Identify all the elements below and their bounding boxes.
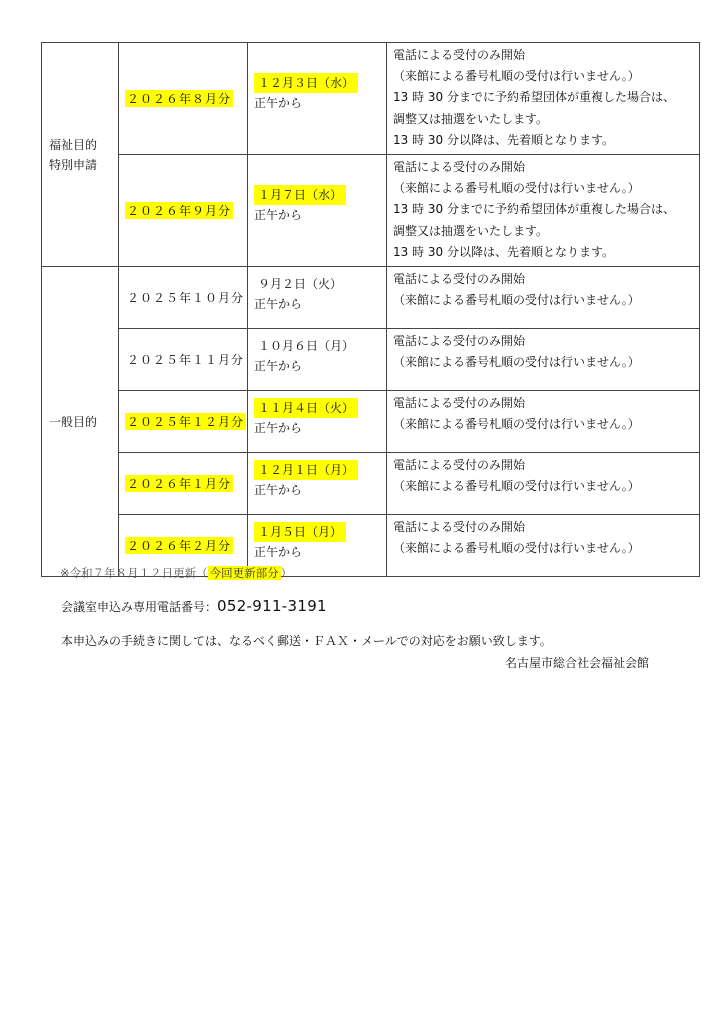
note-line: （来館による番号札順の受付は行いません。） bbox=[393, 417, 640, 432]
start-date: １１月４日（火） bbox=[254, 398, 358, 418]
date-cell bbox=[248, 329, 387, 391]
month-label: ２０２５年１２月分 bbox=[127, 415, 245, 429]
category-welfare-line2: 特別申請 bbox=[49, 157, 98, 172]
month-label: ２０２６年９月分 bbox=[127, 204, 232, 218]
note-line: （来館による番号札順の受付は行いません。） bbox=[393, 541, 640, 556]
table-row bbox=[42, 267, 700, 329]
phone-line bbox=[61, 597, 327, 615]
start-date: ９月２日（火） bbox=[258, 276, 343, 291]
month-label: ２０２５年１０月分 bbox=[127, 291, 245, 305]
note-line: （来館による番号札順の受付は行いません。） bbox=[393, 69, 640, 84]
table-row bbox=[42, 155, 700, 267]
note-line: （来館による番号札順の受付は行いません。） bbox=[393, 181, 640, 196]
update-note-prefix: ※令和７年８月１２日更新（ bbox=[60, 566, 208, 580]
request-text: 本申込みの手続きに関しては、なるべく郵送・ＦＡＸ・メールでの対応をお願い致します。 bbox=[61, 634, 552, 648]
note-line: 電話による受付のみ開始 bbox=[393, 48, 526, 62]
phone-label: 会議室申込み専用電話番号： bbox=[61, 600, 218, 614]
table-row bbox=[42, 391, 700, 453]
start-time: 正午から bbox=[254, 95, 303, 110]
notes-cell bbox=[387, 453, 700, 515]
start-time: 正午から bbox=[254, 482, 303, 497]
start-date: １２月３日（水） bbox=[254, 73, 358, 93]
month-label: ２０２６年８月分 bbox=[127, 92, 232, 106]
date-cell bbox=[248, 155, 387, 267]
date-cell bbox=[248, 391, 387, 453]
category-general-cell bbox=[42, 267, 119, 577]
start-date: １月５日（月） bbox=[254, 522, 346, 542]
table-row bbox=[42, 453, 700, 515]
start-date: １月７日（水） bbox=[254, 185, 346, 205]
month-label: ２０２６年１月分 bbox=[127, 477, 232, 491]
note-line: 電話による受付のみ開始 bbox=[393, 520, 526, 534]
start-date: １０月６日（月） bbox=[258, 338, 355, 353]
month-label: ２０２５年１１月分 bbox=[127, 353, 245, 367]
month-cell bbox=[119, 267, 248, 329]
notes-cell bbox=[387, 155, 700, 267]
note-line: 13 時 30 分までに予約希望団体が重複した場合は、 bbox=[393, 202, 675, 217]
notes-cell bbox=[387, 267, 700, 329]
note-line: （来館による番号札順の受付は行いません。） bbox=[393, 355, 640, 370]
reservation-schedule-table bbox=[41, 42, 700, 577]
note-line: 調整又は抽選をいたします。 bbox=[393, 111, 549, 126]
month-cell bbox=[119, 453, 248, 515]
update-note bbox=[60, 565, 292, 581]
note-line: 電話による受付のみ開始 bbox=[393, 396, 526, 410]
update-note-suffix: ） bbox=[280, 566, 293, 580]
note-line: 13 時 30 分までに予約希望団体が重複した場合は、 bbox=[393, 90, 675, 105]
date-cell bbox=[248, 267, 387, 329]
notes-cell bbox=[387, 391, 700, 453]
start-date: １２月１日（月） bbox=[254, 460, 358, 480]
month-cell bbox=[119, 391, 248, 453]
organization-name: 名古屋市総合社会福祉会館 bbox=[505, 656, 650, 670]
start-time: 正午から bbox=[254, 207, 303, 222]
month-cell bbox=[119, 43, 248, 155]
start-time: 正午から bbox=[254, 296, 303, 311]
note-line: 電話による受付のみ開始 bbox=[393, 458, 526, 472]
month-cell bbox=[119, 155, 248, 267]
date-cell bbox=[248, 453, 387, 515]
category-general-label: 一般目的 bbox=[49, 414, 98, 429]
note-line: 電話による受付のみ開始 bbox=[393, 160, 526, 174]
note-line: 13 時 30 分以降は、先着順となります。 bbox=[393, 244, 615, 259]
phone-number: 052-911-3191 bbox=[217, 597, 327, 615]
note-line: （来館による番号札順の受付は行いません。） bbox=[393, 293, 640, 308]
note-line: （来館による番号札順の受付は行いません。） bbox=[393, 479, 640, 494]
note-line: 電話による受付のみ開始 bbox=[393, 334, 526, 348]
start-time: 正午から bbox=[254, 358, 303, 373]
category-welfare-cell bbox=[42, 43, 119, 267]
table-row bbox=[42, 43, 700, 155]
note-line: 13 時 30 分以降は、先着順となります。 bbox=[393, 132, 615, 147]
date-cell bbox=[248, 43, 387, 155]
table-row bbox=[42, 329, 700, 391]
note-line: 調整又は抽選をいたします。 bbox=[393, 223, 549, 238]
update-highlight-label: 今回更新部分 bbox=[209, 566, 279, 580]
note-line: 電話による受付のみ開始 bbox=[393, 272, 526, 286]
month-cell bbox=[119, 329, 248, 391]
start-time: 正午から bbox=[254, 420, 303, 435]
notes-cell bbox=[387, 43, 700, 155]
start-time: 正午から bbox=[254, 544, 303, 559]
category-welfare-line1: 福祉目的 bbox=[49, 137, 98, 152]
month-label: ２０２６年２月分 bbox=[127, 539, 232, 553]
notes-cell bbox=[387, 329, 700, 391]
notes-cell bbox=[387, 515, 700, 577]
